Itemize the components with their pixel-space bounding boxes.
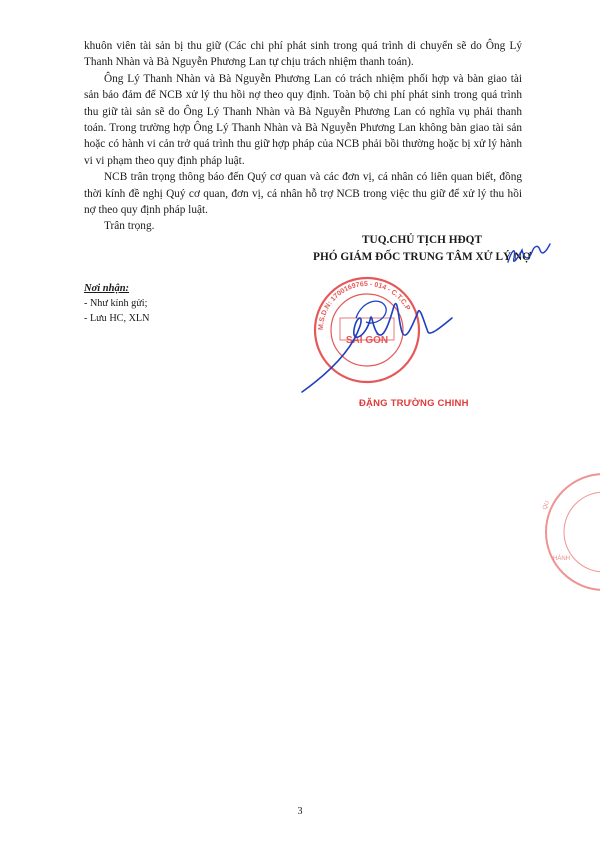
seal-ring-textpath: M.S.D.N: 1700169765 - 014 - C.T.C.P — [317, 280, 412, 331]
edge-seal — [546, 474, 600, 590]
signer-name: ĐẶNG TRƯỜNG CHINH — [359, 398, 469, 409]
company-seal — [315, 278, 419, 382]
initial-signature — [508, 244, 550, 262]
recipients-heading: Nơi nhận: — [84, 283, 130, 294]
position-line: PHÓ GIÁM ĐỐC TRUNG TÂM XỬ LÝ NỢ — [313, 251, 531, 263]
recipient-item: - Lưu HC, XLN — [84, 313, 150, 324]
page-number: 3 — [297, 806, 303, 817]
authorization-line: TUQ.CHỦ TỊCH HĐQT — [362, 234, 482, 246]
seal-center-mark: SÀI GÒN — [345, 335, 389, 346]
paragraph-3: NCB trân trọng thông báo đến Quý cơ quan và các đơn vị, cá nhân có liên quan biết, đồng thời kính đề nghị Quý cơ quan, đơn vị, cá nhân hỗ trợ NCB trong việc thu giữ để xử lý thu hồi nợ theo quy định pháp luật. — [84, 171, 522, 217]
paragraph-2: Ông Lý Thanh Nhàn và Bà Nguyễn Phương Lan có trách nhiệm phối hợp và bàn giao tài sản bảo đảm để NCB xử lý thu hồi nợ theo quy định. Toàn bộ chi phí phát sinh trong quá trình thu giữ tài sản sẽ do Ông Lý Thanh Nhàn và Bà Nguyễn Phương Lan có nghĩa vụ phải thanh toán. Trong trường hợp Ông Lý Thanh Nhàn và Bà Nguyễn Phương Lan không bàn giao tài sản hoặc có hành vi cản trở quá trình thu giữ hợp pháp của NCB phải bồi thường hoặc bị xử lý hành vi vi phạm theo quy định pháp luật. — [84, 72, 522, 167]
recipient-item: - Như kính gửi; — [84, 298, 148, 309]
paragraph-1: khuôn viên tài sản bị thu giữ (Các chi phí phát sinh trong quá trình di chuyển sẽ do Ông Lý Thanh Nhàn và Bà Nguyễn Phương Lan tự chịu trách nhiệm thanh toán). — [84, 40, 522, 69]
edge-seal-text: QU — [542, 500, 551, 511]
closing-line: Trân trọng. — [104, 220, 155, 233]
edge-seal-text-2: HÀNH — [553, 556, 571, 562]
